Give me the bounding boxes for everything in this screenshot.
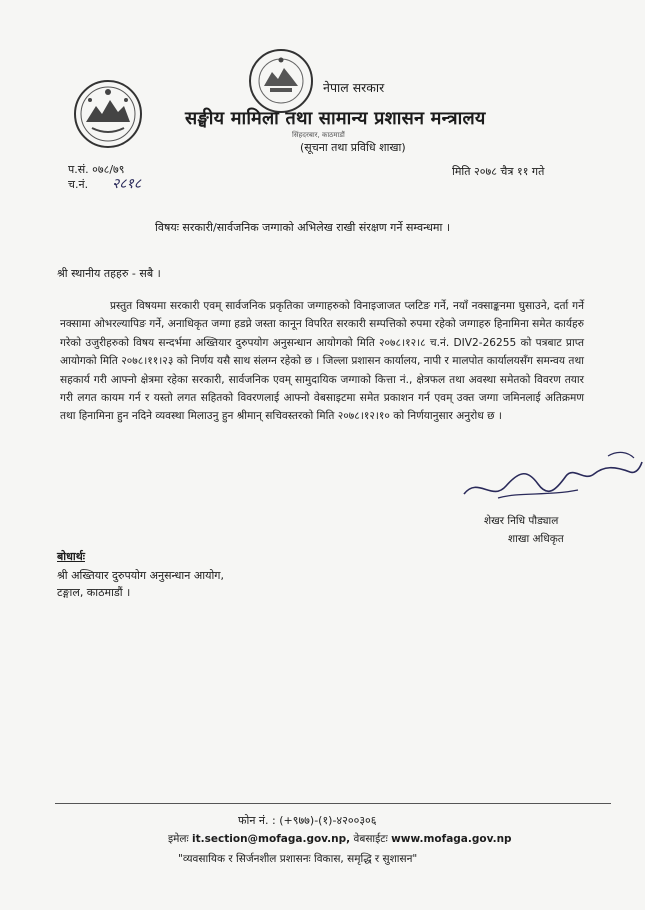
letter-body: प्रस्तुत विषयमा सरकारी एवम् सार्वजनिक प्रकृतिका जग्गाहरुको विनाइजाजत प्लटिङ गर्ने, नयाँ नक्साङ्कनमा घुसाउने, दर्ता गर्ने नक्सामा ओभरल्यापिङ गर्ने, अनाधिकृत जग्गा हडप्ने जस्ता कानून विपरित सरकारी सम्पत्तिको रुपमा रहेको जग्गाहरु हिनामिना समेत कार्यहरु गरेको उजुरीहरुको विषय सन्दर्भमा अख्तियार दुरुपयोग अनुसन्धान आयोगको मिति २०७८।१२।८ च.नं. DIV2-26255 को पत्रबाट प्राप्त आयोगको मिति २०७८।११।२३ को निर्णय यसै साथ संलग्न रहेको छ । जिल्ला प्रशासन कार्यालय, नापी र मालपोत कार्यालयसँग समन्वय तथा सहकार्य गरी आफ्नो क्षेत्रमा रहेका सरकारी, सार्वजनिक एवम् सामुदायिक जग्गाको कित्ता नं., क्षेत्रफल तथा अवस्था समेतको विवरण तयार गरी लगत कायम गर्न र यस्तो लगत सहितको विवरणलाई आफ्नो वेबसाइटमा समेत प्रकाशन गर्न एवम् उक्त जग्गा जमिनलाई अतिक्रमण तथा हिनामिना हुन नदिने व्यवस्था मिलाउनु हुन श्रीमान् सचिवस्तरको मिति २०७८।१२।१० को निर्णयानुसार अनुरोध छ । bbox=[60, 300, 584, 423]
letter-number: प.सं. ०७८/७९ bbox=[68, 163, 125, 176]
dispatch-number-label: च.नं. bbox=[68, 178, 89, 191]
handwritten-signature bbox=[458, 446, 644, 516]
website-link[interactable]: www.mofaga.gov.np bbox=[391, 833, 512, 845]
signatory-title: शाखा अधिकृत bbox=[508, 533, 564, 545]
email-label: इमेलः bbox=[168, 833, 189, 845]
dispatch-number-handwritten: २८१८ bbox=[112, 176, 142, 192]
address-line: सिंहदरबार, काठमाडौं bbox=[292, 131, 345, 139]
letter-date: मिति २०७८ चैत्र ११ गते bbox=[452, 165, 545, 178]
signatory-name: शेखर निधि पौड्याल bbox=[484, 515, 559, 527]
footer-phone: फोन नं. : (+९७७)-(१)-४२००३०६ bbox=[238, 814, 377, 827]
nepal-emblem-icon bbox=[72, 78, 144, 150]
section-name: (सूचना तथा प्रविधि शाखा) bbox=[300, 141, 406, 154]
cc-title: बोधार्थः bbox=[57, 550, 85, 563]
footer-contact bbox=[168, 832, 512, 846]
subject-line: विषयः सरकारी/सार्वजनिक जग्गाको अभिलेख राखी संरक्षण गर्ने सम्वन्धमा । bbox=[155, 221, 450, 234]
footer-motto: "व्यवसायिक र सिर्जनशील प्रशासनः विकास, समृद्धि र सुशासन" bbox=[178, 853, 418, 865]
website-label: वेबसाईटः bbox=[353, 833, 388, 845]
government-name: नेपाल सरकार bbox=[323, 80, 385, 95]
ministry-name: सङ्घीय मामिला तथा सामान्य प्रशासन मन्त्रालय bbox=[185, 108, 486, 129]
footer-divider bbox=[55, 803, 611, 804]
salutation: श्री स्थानीय तहहरु - सबै । bbox=[57, 267, 161, 280]
email-address[interactable]: it.section@mofaga.gov.np, bbox=[192, 833, 351, 845]
cc-line: टङ्गाल, काठमाडौं । bbox=[57, 586, 131, 599]
cc-line: श्री अख्तियार दुरुपयोग अनुसन्धान आयोग, bbox=[57, 569, 224, 582]
